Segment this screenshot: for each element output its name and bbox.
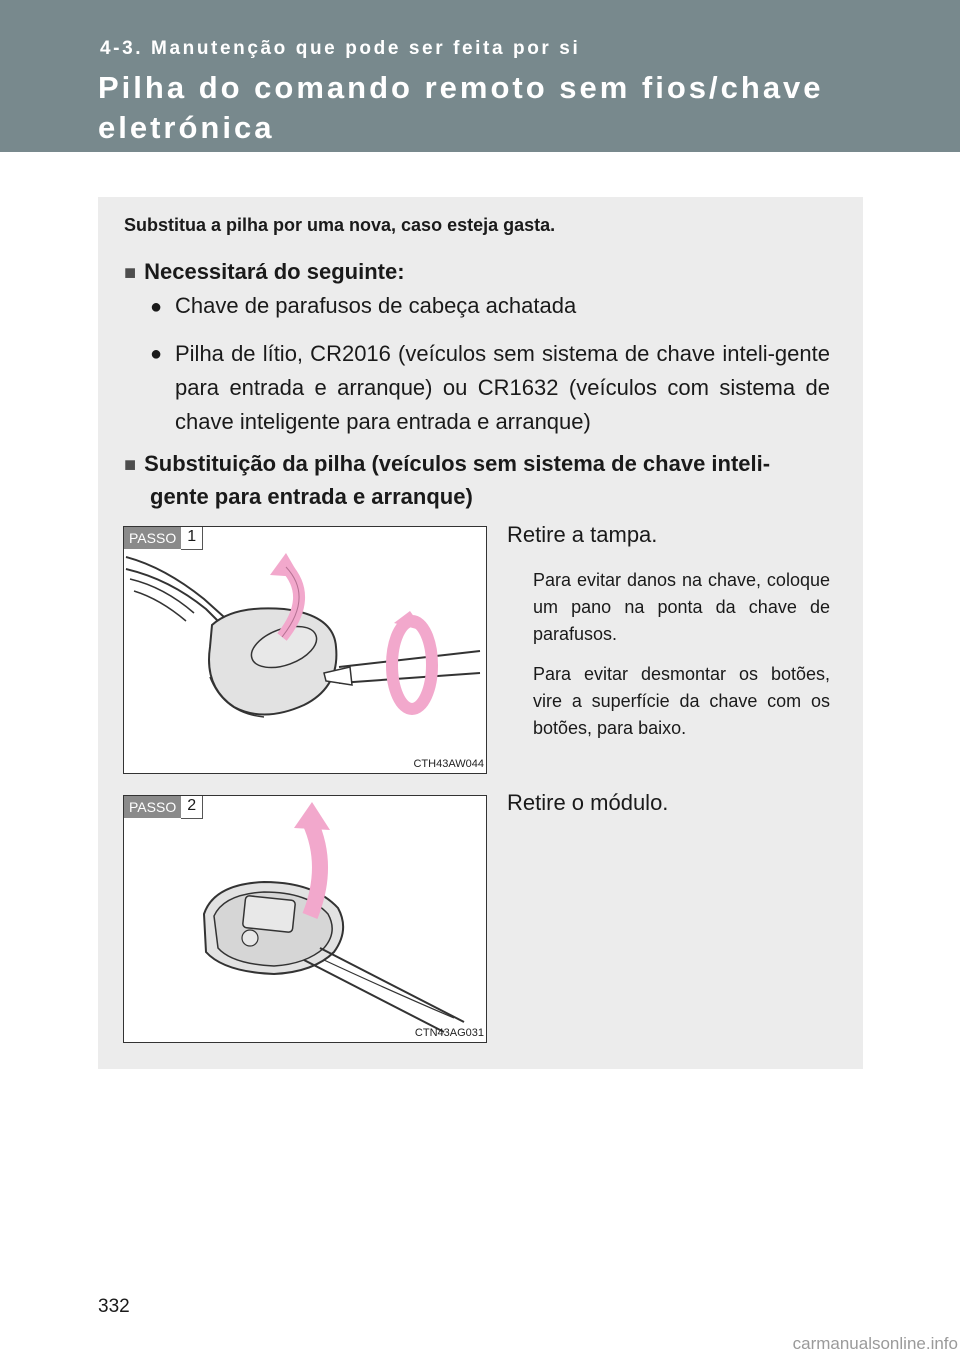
passo-number: 2 — [181, 796, 203, 819]
replace-heading-line2: gente para entrada e arranque) — [150, 484, 473, 509]
circle-bullet-icon: ● — [150, 296, 163, 318]
passo-label: PASSO — [124, 527, 181, 549]
need-item — [150, 289, 830, 324]
passo-number: 1 — [181, 527, 203, 550]
page-title: Pilha do comando remoto sem fios/chave eletrónica — [98, 70, 824, 145]
step2-title: Retire o módulo. — [507, 790, 669, 815]
step1-note: Para evitar desmontar os botões, vire a superfície da chave com os botões, para baixo. — [533, 664, 830, 738]
key-module-illustration — [124, 796, 486, 1042]
replace-heading — [124, 448, 830, 513]
passo-label: PASSO — [124, 796, 181, 818]
need-item — [150, 337, 830, 439]
section-label: 4-3. Manutenção que pode ser feita por si — [100, 38, 581, 59]
watermark: carmanualsonline.info — [792, 1334, 958, 1353]
circle-bullet-icon: ● — [150, 343, 163, 365]
replace-heading-line1: Substituição da pilha (veículos sem sistema de chave inteli- — [144, 451, 771, 476]
need-heading-text: Necessitará do seguinte: — [144, 259, 405, 284]
step2-figure — [123, 795, 487, 1043]
step1-figure — [123, 526, 487, 774]
page-header — [0, 0, 960, 152]
figure-code: CTH43AW044 — [413, 758, 484, 770]
figure-code: CTN43AG031 — [414, 1027, 484, 1039]
need-item-text: Pilha de lítio, CR2016 (veículos sem sistema de chave inteli-gente para entrada e arranque) ou CR1632 (veículos com sistema de chave inteligente para entrada e arranque) — [175, 341, 830, 434]
step1-note: Para evitar danos na chave, coloque um pano na ponta da chave de parafusos. — [533, 570, 830, 644]
need-item-text: Chave de parafusos de cabeça achatada — [175, 293, 577, 318]
key-cover-illustration — [124, 527, 486, 773]
step1-title: Retire a tampa. — [507, 522, 658, 547]
need-heading — [124, 256, 830, 289]
intro-text: Substitua a pilha por uma nova, caso esteja gasta. — [124, 215, 556, 235]
page-number: 332 — [98, 1296, 130, 1317]
square-bullet-icon: ■ — [124, 454, 137, 476]
square-bullet-icon: ■ — [124, 262, 137, 284]
